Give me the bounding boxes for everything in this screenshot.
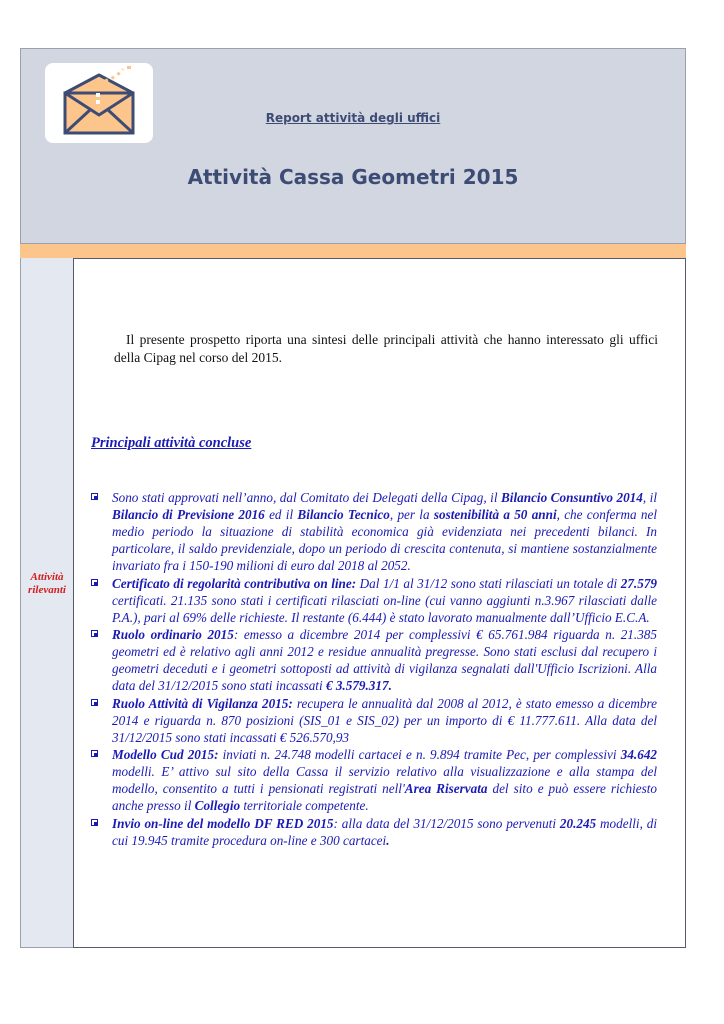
list-item [91,489,657,574]
list-item [91,626,657,694]
emphasis-text: Certificato di regolarità contributiva on line: [112,575,357,591]
item-text: modelli, di cui 19.945 tramite procedura on-line e 300 cartacei [112,815,657,848]
item-text: , che conferma nel medio periodo la situazione di stabilità economica già evidenziata nei precedenti bilanci. In particolare, il saldo previdenziale, dopo un periodo di crescita contenuta, si mantiene sostanzialmente invariato fra i 150-190 milioni di euro dal 2018 al 2052. [112,507,657,573]
bullet-icon [91,699,98,706]
item-text: Sono stati approvati nell’anno, dal Comitato dei Delegati della Cipag, il [112,490,502,505]
bullet-icon [91,579,98,586]
emphasis-text: Ruolo Attività di Vigilanza 2015: [112,695,293,711]
report-label: Report attività degli uffici [265,111,441,125]
item-text: : emesso a dicembre 2014 per complessivi € 65.761.984 riguarda n. 21.385 geometri ed è relativo agli anni 2012 e residue annualità pregresse. Sono stati esclusi dal recupero i geometri deceduti e i geometri sottoposti ad attività di vigilanza segnalati dall'Ufficio Iscrizioni. Alla data del 31/12/2015 sono stati incassati [112,627,657,693]
item-text: del sito e può essere richiesto anche presso il [112,781,657,813]
item-text: , per la [389,507,434,522]
logo [45,63,153,143]
item-text: : alla data del 31/12/2015 sono pervenuti [333,815,560,831]
emphasis-text: Modello Cud 2015: [112,747,219,762]
page-title: Attività Cassa Geometri 2015 [187,165,519,189]
item-text: certificati. 21.135 sono stati i certificati rilasciati on-line (cui vanno aggiunti n.3.967 rilasciati dalle P.A.), pari al 69% delle richieste. Il restante (6.444) è stato lavorato manualmente dall’Ufficio E.C.A. [112,592,657,625]
emphasis-text: 20.245 [559,815,597,831]
item-text: inviati n. 24.748 modelli cartacei e n. 9.894 tramite Pec, per complessivi [218,747,621,762]
item-text: , il [642,490,658,505]
item-text: ed il [264,507,298,522]
emphasis-text: Invio on-line del modello DF RED 2015 [112,815,334,831]
emphasis-text: . [386,832,390,848]
list-item [91,815,657,849]
bullet-icon [91,819,98,826]
emphasis-text: 27.579 [620,575,657,591]
emphasis-text: Area Riservata [404,781,488,796]
intro-paragraph: Il presente prospetto riporta una sintesi delle principali attività che hanno interessato gli uffici della Cipag nel corso del 2015. [114,332,658,365]
content-panel [73,258,686,948]
page-header [20,48,686,244]
emphasis-text: Bilancio di Previsione 2016 [112,507,265,522]
bullet-icon [91,750,98,757]
emphasis-text: Bilancio Tecnico [297,507,390,522]
emphasis-text: Collegio [194,798,241,813]
item-text: modelli. E’ attivo sul sito della Cassa il servizio relativo alla visualizzazione e alla stampa del modello, consentito a tutti i pensionati registrati nell' [112,764,657,796]
envelope-icon [45,63,153,143]
emphasis-text: sostenibilità a 50 anni [433,507,557,522]
side-column [20,258,74,948]
emphasis-text: € 3.579.317. [325,678,392,693]
emphasis-text: 34.642 [620,747,657,762]
section-title: Principali attività concluse [91,435,252,451]
emphasis-text: Ruolo ordinario 2015 [112,627,234,642]
list-item [91,695,657,746]
list-item [91,746,657,814]
item-text: recupera le annualità dal 2008 al 2012, è stato emesso a dicembre 2014 e riguarda n. 870 posizioni (SIS_01 e SIS_02) per un importo di € 11.777.611. Alla data del 31/12/2015 sono stati incassati € 526.570,93 [112,695,657,745]
bullet-icon [91,493,98,500]
side-label-text: Attività rilevanti [28,571,66,596]
side-label [21,571,73,597]
item-text: Dal 1/1 al 31/12 sono stati rilasciati un totale di [356,575,621,591]
emphasis-text: Bilancio Consuntivo 2014 [501,490,643,505]
accent-band [20,244,686,258]
bullet-icon [91,630,98,637]
list-item [91,575,657,626]
item-text: territoriale competente. [240,798,369,813]
activity-list [91,489,657,849]
